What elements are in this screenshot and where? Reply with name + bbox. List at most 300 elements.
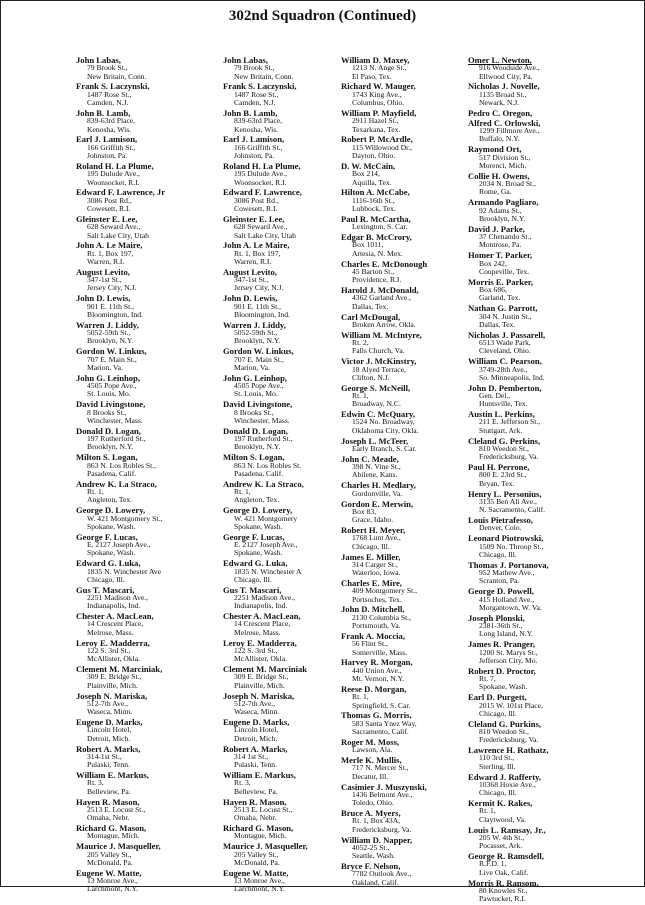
member-name: Charles H. Medlary,	[341, 480, 416, 491]
address-line: R.F.D. 1,	[479, 859, 507, 869]
address-line: Rt. 1, Box 197,	[87, 248, 134, 258]
member-name: John A. Le Maire,	[76, 240, 143, 251]
address-line: Dayton, Ohio.	[352, 151, 396, 161]
address-line: 122 S. 3rd St.,	[87, 645, 131, 655]
member-name: Frank S. Laczynski,	[223, 81, 297, 92]
address-line: Rome, Ga.	[479, 187, 512, 197]
address-line: 2034 N. Broad St.,	[479, 179, 536, 189]
address-line: 56 Flint St.,	[352, 639, 388, 649]
address-line: 517 Division St.,	[479, 152, 531, 162]
address-line: Mt. Vernon, N.Y.	[352, 674, 405, 684]
address-line: 398 N. Vine St.,	[352, 462, 401, 472]
address-line: 628 Seward Ave.,	[87, 222, 141, 232]
directory-entry	[468, 463, 618, 488]
address-line: Omaha, Nebr.	[87, 813, 130, 823]
directory-entry	[468, 56, 618, 81]
address-line: 5052-59th St.,	[87, 328, 131, 338]
address-line: Cleveland, Ohio.	[479, 346, 531, 356]
address-line: Live Oak, Calif.	[479, 867, 529, 877]
address-line: Waseca, Minn.	[87, 707, 133, 717]
address-line: Box 1011,	[352, 240, 384, 250]
member-name: Gleinster E. Lee,	[76, 213, 138, 224]
address-line: Brooklyn, N.Y.	[87, 442, 134, 452]
address-line: 1835 N. Winchester Ave	[87, 566, 162, 576]
address-line: Camden, N.J.	[87, 98, 129, 108]
directory-entry	[76, 586, 226, 611]
directory-entry	[468, 82, 618, 107]
member-name: John Labas,	[76, 55, 121, 65]
address-line: Brooklyn, N.Y.	[234, 336, 281, 346]
address-line: Detroit, Mich.	[87, 733, 131, 743]
address-line: Waterloo, Iowa.	[352, 568, 401, 578]
member-name: Omer L. Newton,	[468, 55, 532, 65]
member-name: Nathan G. Parrott,	[468, 303, 538, 314]
directory-entry	[76, 842, 226, 867]
address-line: Early Branch, S. Car.	[352, 443, 417, 453]
address-line: 309 E. Bridge St.,	[234, 672, 289, 682]
member-name: Richard G. Mason,	[223, 823, 294, 834]
address-line: Gordonville, Va.	[352, 488, 403, 498]
member-name: Eugene D. Marks,	[223, 717, 290, 728]
address-line: Jersey City, N.J.	[87, 283, 137, 293]
address-line: Winchester, Mass.	[87, 415, 143, 425]
member-name: Morris E. Parker,	[468, 276, 534, 287]
address-line: Chicago, Ill.	[234, 574, 272, 584]
member-name: George D. Powell,	[468, 586, 534, 597]
directory-entry	[468, 534, 618, 559]
member-name: Gordon W. Linkus,	[76, 346, 147, 357]
directory-entry	[76, 612, 226, 637]
address-line: Rt. 7,	[479, 674, 496, 684]
member-name: Andrew K. La Straco,	[223, 478, 304, 489]
address-line: St. Louis, Mo.	[87, 389, 131, 399]
member-name: Cleland G. Purkins,	[468, 718, 542, 729]
directory-entry	[468, 587, 618, 612]
directory-entry	[76, 215, 226, 240]
address-line: 512-7th Ave.,	[87, 698, 128, 708]
address-line: 2251 Madison Ave.,	[87, 592, 149, 602]
member-name: George F. Lucas,	[76, 531, 138, 542]
directory-entry	[468, 667, 618, 692]
directory-entry	[76, 427, 226, 452]
address-line: 1487 Rose St.,	[87, 89, 132, 99]
member-name: John D. Lewis,	[223, 293, 278, 304]
member-name: John A. Le Maire,	[223, 240, 290, 251]
address-line: Oklahoma City, Okla.	[352, 425, 419, 435]
address-line: Spokane, Wash.	[87, 521, 136, 531]
address-line: Kenosha, Wis.	[87, 124, 132, 134]
member-name: Hayen R. Mason,	[223, 796, 287, 807]
address-line: 110 3rd St.,	[479, 753, 515, 763]
directory-entry	[468, 852, 618, 877]
address-line: Indianapolis, Ind.	[87, 601, 141, 611]
address-line: Gen. Del.,	[479, 391, 511, 400]
directory-entry	[468, 331, 618, 356]
directory-entry	[76, 506, 226, 531]
address-line: Box 83,	[352, 506, 377, 516]
address-line: 205 Valley St.,	[234, 849, 279, 859]
directory-entry	[468, 773, 618, 798]
address-line: St. Louis, Mo.	[234, 389, 278, 399]
directory-entry	[468, 614, 618, 639]
member-name: Frank S. Laczynski,	[76, 81, 150, 92]
member-name: Henry L. Personius,	[468, 488, 542, 499]
directory-entry	[468, 826, 618, 851]
directory-entry	[76, 347, 226, 372]
directory-entry	[76, 665, 226, 690]
address-line: Fredericksburg, Va.	[479, 452, 539, 462]
directory-entry	[468, 561, 618, 586]
member-name: Milton S. Logan,	[76, 452, 138, 463]
address-line: Rt. 1,	[87, 487, 104, 497]
address-line: Oakland, Calif.	[352, 877, 399, 887]
directory-entry	[468, 198, 618, 223]
member-name: Leroy E. Madderra,	[76, 637, 150, 648]
member-name: Joseph N. Mariska,	[223, 690, 295, 701]
address-line: Montague, Mich.	[87, 831, 140, 841]
member-name: Earl J. Lamison,	[223, 134, 285, 145]
member-name: James R. Pranger,	[468, 639, 535, 650]
member-name: Chester A. MacLean,	[76, 611, 154, 622]
address-line: Brooklyn, N.Y.	[87, 336, 134, 346]
address-line: Lexington, S. Car.	[352, 222, 408, 232]
member-name: Andrew K. La Straco,	[76, 478, 157, 489]
address-line: 122 S. 3rd St.,	[234, 645, 278, 655]
member-name: August Levito,	[223, 266, 277, 277]
address-line: 314 1st St.,	[234, 751, 269, 761]
member-name: Warren J. Liddy,	[76, 319, 139, 330]
address-line: Belleview, Pa.	[234, 786, 278, 796]
member-name: Eugene D. Marks,	[76, 717, 143, 728]
address-line: Warren, R.I.	[87, 256, 125, 266]
address-line: 37 Chenando St.,	[479, 232, 532, 242]
member-name: John G. Leinhop,	[76, 372, 140, 383]
address-line: Morenci, Mich.	[479, 160, 527, 170]
address-line: Chicago, Ill.	[352, 541, 390, 551]
address-line: Pocasset, Ark.	[479, 841, 523, 851]
address-line: Larchmont, N.Y.	[234, 884, 285, 894]
address-line: 3749-28th Ave.,	[479, 364, 528, 374]
address-line: 4505 Pope Ave.,	[87, 381, 137, 391]
address-line: Fredericksburg, Va.	[479, 735, 539, 745]
address-line: Portsmouth, Va.	[352, 621, 401, 631]
address-line: Rt. 1,	[234, 487, 251, 497]
member-name: John G. Leinhop,	[223, 372, 287, 383]
directory-entry	[468, 357, 618, 382]
directory-entry	[468, 490, 618, 515]
address-line: Johnston, Pa.	[234, 151, 275, 161]
member-name: Robert D. Proctor,	[468, 665, 536, 676]
directory-entry	[468, 251, 618, 276]
directory-entry	[468, 119, 618, 144]
address-line: Bloomington, Ind.	[234, 309, 290, 319]
member-name: George S. McNeill,	[341, 382, 411, 393]
address-line: Rt. 3,	[87, 778, 104, 788]
address-line: Marion, Va.	[234, 362, 270, 372]
address-line: Pulaski, Tenn.	[234, 760, 277, 770]
directory-entry	[468, 225, 618, 250]
address-line: McDonald, Pa.	[87, 857, 133, 867]
address-line: 1835 N. Winchester A	[234, 566, 302, 576]
address-line: Chicago, Ill.	[479, 788, 517, 798]
address-line: 14 Crescent Place,	[87, 619, 144, 629]
address-line: New Britain, Conn.	[234, 71, 294, 81]
address-line: Rt. 1,	[352, 692, 369, 702]
address-line: Somerville, Mass.	[352, 647, 408, 657]
directory-entry	[76, 718, 226, 743]
address-line: Melrose, Mass.	[234, 627, 281, 637]
address-line: 583 Santa Ynez Way,	[352, 718, 417, 728]
address-line: Abilene, Kans.	[352, 470, 398, 480]
address-line: Newark, N.J.	[479, 98, 520, 108]
address-line: 2513 E. Locust St.,	[234, 804, 293, 814]
member-name: Austin L. Perkins,	[468, 409, 535, 420]
member-name: John B. Lamb,	[76, 107, 131, 118]
directory-entry	[76, 639, 226, 664]
address-line: 1299 Fillmore Ave.,	[479, 126, 540, 136]
address-line: 4362 Garland Ave.,	[352, 293, 411, 303]
address-line: Cowesett, R.I.	[234, 204, 278, 214]
member-name: Gordon W. Linkus,	[223, 346, 294, 357]
address-line: 197 Rutherford St.,	[234, 434, 293, 444]
member-name: William P. Mayfield,	[341, 107, 417, 118]
address-line: 4505 Pope Ave.,	[234, 381, 284, 391]
member-name: Charles E. Mire,	[341, 577, 402, 588]
address-line: Winchester, Mass.	[234, 415, 290, 425]
address-line: 2015 W. 101st Place,	[479, 700, 543, 710]
member-name: William E. Markus,	[76, 770, 149, 781]
member-name: Edward G. Luka,	[76, 558, 141, 569]
address-line: Woonsocket, R.I.	[87, 177, 140, 187]
directory-entry	[76, 745, 226, 770]
address-line: Rt. 2,	[352, 338, 369, 348]
address-line: Huntsville, Tex.	[479, 399, 528, 409]
directory-entry	[468, 410, 618, 435]
address-line: 4052-25 St.,	[352, 842, 390, 852]
address-line: Chicago, Ill.	[87, 574, 125, 584]
address-line: Angleton, Tex.	[234, 495, 280, 505]
member-name: Robert A. Marks,	[76, 743, 141, 754]
member-name: Gus T. Mascari,	[76, 584, 135, 595]
address-line: E. 2127 Joseph Ave.,	[234, 540, 298, 550]
member-name: Nicholas J. Passarell,	[468, 329, 546, 340]
directory-entry	[76, 453, 226, 478]
address-line: Sacramento, Calif.	[352, 727, 409, 736]
member-name: Thomas G. Morris,	[341, 710, 412, 721]
directory-entry	[468, 799, 618, 824]
address-line: 717 N. Mercer St.,	[352, 763, 409, 773]
address-line: Kenosha, Wis.	[234, 124, 279, 134]
directory-entry	[468, 109, 618, 117]
directory-entry	[76, 109, 226, 134]
member-name: Gus T. Mascari,	[223, 584, 282, 595]
address-line: 1135 Broad St.,	[479, 89, 527, 99]
address-line: 115 Willowood Dr.,	[352, 142, 413, 152]
address-line: 1509 No. Throop St.,	[479, 541, 544, 551]
directory-entry	[468, 437, 618, 462]
member-name: Roger M. Moss,	[341, 736, 400, 747]
member-name: James E. Miller,	[341, 551, 401, 562]
address-line: 901 E. 11th St.,	[87, 301, 134, 311]
member-name: Gleinster E. Lee,	[223, 213, 285, 224]
member-name: John D. Pemberton,	[468, 382, 542, 393]
member-name: Edward G. Luka,	[223, 558, 288, 569]
address-line: Box 686,	[479, 285, 507, 295]
address-line: Melrose, Mass.	[87, 627, 134, 637]
address-line: Lincoln Hotel,	[87, 725, 132, 735]
address-line: McAllister, Okla.	[234, 654, 288, 664]
address-line: Plainville, Mich.	[234, 680, 285, 690]
address-line: 195 Dulude Ave.,	[87, 169, 141, 179]
address-line: 45 Barton St.,	[352, 266, 395, 276]
directory-entry	[468, 278, 618, 303]
address-line: Spokane, Wash.	[87, 548, 136, 558]
member-name: Casimier J. Muszynski,	[341, 781, 427, 792]
member-name: Thomas J. Portanova,	[468, 559, 549, 570]
member-name: Edward F. Lawrence,	[223, 187, 302, 198]
address-line: Long Island, N.Y.	[479, 629, 534, 639]
member-name: William D. Napper,	[341, 834, 413, 845]
member-name: William M. McIntyre,	[341, 329, 422, 340]
member-name: Richard G. Mason,	[76, 823, 147, 834]
member-name: Robert P. McArdle,	[341, 134, 413, 145]
address-line: Falls Church, Va.	[352, 346, 405, 356]
address-line: 1213 N. Ange St.,	[352, 63, 407, 73]
member-name: George F. Lucas,	[223, 531, 285, 542]
address-line: Pasadena, Calif.	[87, 468, 137, 478]
address-line: 1743 King Ave.,	[352, 89, 402, 99]
address-line: Brooklyn, N.Y.	[234, 442, 281, 452]
address-line: 304 N. Justin St.,	[479, 311, 532, 321]
member-name: Armando Pagliaro,	[468, 197, 539, 208]
member-name: Morris R. Ransom,	[468, 877, 539, 888]
member-name: Earl D. Purgett,	[468, 692, 527, 703]
address-line: 901 E. 11th St.,	[234, 301, 281, 311]
member-name: Alfred C. Orlowski,	[468, 117, 541, 128]
address-line: 8 Brooks St.,	[234, 407, 274, 417]
address-line: Lawson, Ala.	[352, 745, 393, 755]
address-line: 1487 Rose St.,	[234, 89, 279, 99]
address-line: Toledo, Ohio.	[352, 798, 394, 808]
address-line: Indianapolis, Ind.	[234, 601, 288, 611]
address-line: Rt. 1, Box 43A,	[352, 816, 401, 826]
address-line: 863 N. Los Robles St.	[234, 460, 302, 470]
address-line: 6513 Wade Park,	[479, 338, 531, 348]
member-name: Warren J. Liddy,	[223, 319, 286, 330]
address-line: 1436 Belmont Ave.,	[352, 789, 413, 799]
address-line: 211 E. Jefferson St.,	[479, 417, 541, 427]
directory-entry	[468, 304, 618, 329]
directory-entry	[76, 559, 226, 584]
address-line: Bloomington, Ind.	[87, 309, 143, 319]
member-name: Richard W. Mauger,	[341, 81, 416, 92]
address-line: 166 Griffith St.,	[234, 142, 283, 152]
member-name: Charles E. McDonough	[341, 258, 428, 269]
directory-entry	[468, 720, 618, 745]
address-line: 13 Monroe Ave.,	[87, 876, 138, 886]
address-line: Montague, Mich.	[234, 831, 287, 841]
address-line: W. 421 Montgomery	[234, 513, 298, 523]
address-line: E. 2127 Joseph Ave.,	[87, 540, 151, 550]
address-line: Salt Lake City, Utah	[87, 230, 149, 240]
address-line: 79 Brook St.,	[87, 63, 128, 73]
member-name: Edgar B. McCrory,	[341, 232, 412, 243]
member-name: Carl McDougal,	[341, 311, 401, 322]
member-name: Harvey R. Morgan,	[341, 657, 413, 668]
column-1	[76, 56, 226, 895]
address-line: Spokane, Wash.	[234, 548, 283, 558]
address-line: Providence, R.I.	[352, 275, 402, 285]
address-line: 2251 Madison Ave.,	[234, 592, 296, 602]
address-line: Coupeville, Tex.	[479, 266, 530, 276]
address-line: 79 Brook St.,	[234, 63, 275, 73]
address-line: McAllister, Okla.	[87, 654, 141, 664]
member-name: Robert H. Meyer,	[341, 525, 406, 536]
directory-entry	[76, 374, 226, 399]
address-line: Montrose, Pa.	[479, 240, 522, 250]
address-line: 839-63rd Place,	[234, 116, 283, 126]
member-name: William C. Pearson,	[468, 356, 542, 367]
address-line: 707 E. Main St.,	[87, 354, 137, 364]
address-line: Rt. 3,	[234, 778, 251, 788]
address-line: 5052-59th St.,	[234, 328, 278, 338]
directory-entry	[76, 56, 226, 81]
address-line: 1116-16th St.,	[352, 195, 395, 205]
address-line: Angleton, Tex.	[87, 495, 133, 505]
address-line: 952 Mathew Ave.,	[479, 568, 535, 578]
directory-entry	[76, 798, 226, 823]
member-name: Hilton A. McCabe,	[341, 187, 410, 198]
member-name: Merle K. Mullis,	[341, 755, 402, 766]
address-line: Sterling, Ill.	[479, 761, 516, 771]
address-line: 3135 Ben Ali Ave.,	[479, 496, 537, 506]
address-line: Rt. 1,	[479, 806, 496, 816]
member-name: John Labas,	[223, 55, 268, 65]
address-line: 3086 Post Rd.,	[234, 195, 279, 205]
address-line: Portsoches, Tex.	[352, 594, 402, 604]
address-line: 2130 Columbia St.,	[352, 612, 412, 622]
address-line: Broken Arrow, Okla.	[352, 319, 416, 329]
address-line: 2381-36th St.,	[479, 621, 523, 631]
member-name: Joseph L. McTeer,	[341, 435, 409, 446]
address-line: Lincoln Hotel,	[234, 725, 279, 735]
address-line: Buffalo, N.Y.	[479, 134, 520, 144]
member-name: Edward J. Rafferty,	[468, 771, 542, 782]
address-line: Omaha, Nebr.	[234, 813, 277, 823]
member-name: August Levito,	[76, 266, 130, 277]
address-line: 205 W. 4th St.,	[479, 832, 525, 842]
address-line: Broadway, N.C.	[352, 399, 401, 409]
member-name: Chester A. MacLean,	[223, 611, 301, 622]
member-name: George D. Lowery,	[76, 505, 146, 516]
address-line: Jersey City, N.J.	[234, 283, 284, 293]
address-line: 707 E. Main St.,	[234, 354, 284, 364]
address-line: 347-1st St.,	[234, 275, 269, 285]
directory-entry	[468, 640, 618, 665]
directory-entry	[468, 879, 618, 904]
directory-entry	[76, 82, 226, 107]
address-line: 197 Rutherford St.,	[87, 434, 146, 444]
address-line: Scranton, Pa.	[479, 576, 520, 586]
address-line: McDonald, Pa.	[234, 857, 280, 867]
member-name: Lawrence H. Rathatz,	[468, 745, 549, 756]
member-name: Leonard Piotrowski,	[468, 533, 544, 544]
address-line: Stuttgart, Ark.	[479, 425, 523, 435]
member-name: Paul H. Perrone,	[468, 462, 530, 473]
member-name: Earl J. Lamison,	[76, 134, 138, 145]
member-name: Clement M. Marciniak,	[76, 664, 163, 675]
directory-entry	[76, 692, 226, 717]
